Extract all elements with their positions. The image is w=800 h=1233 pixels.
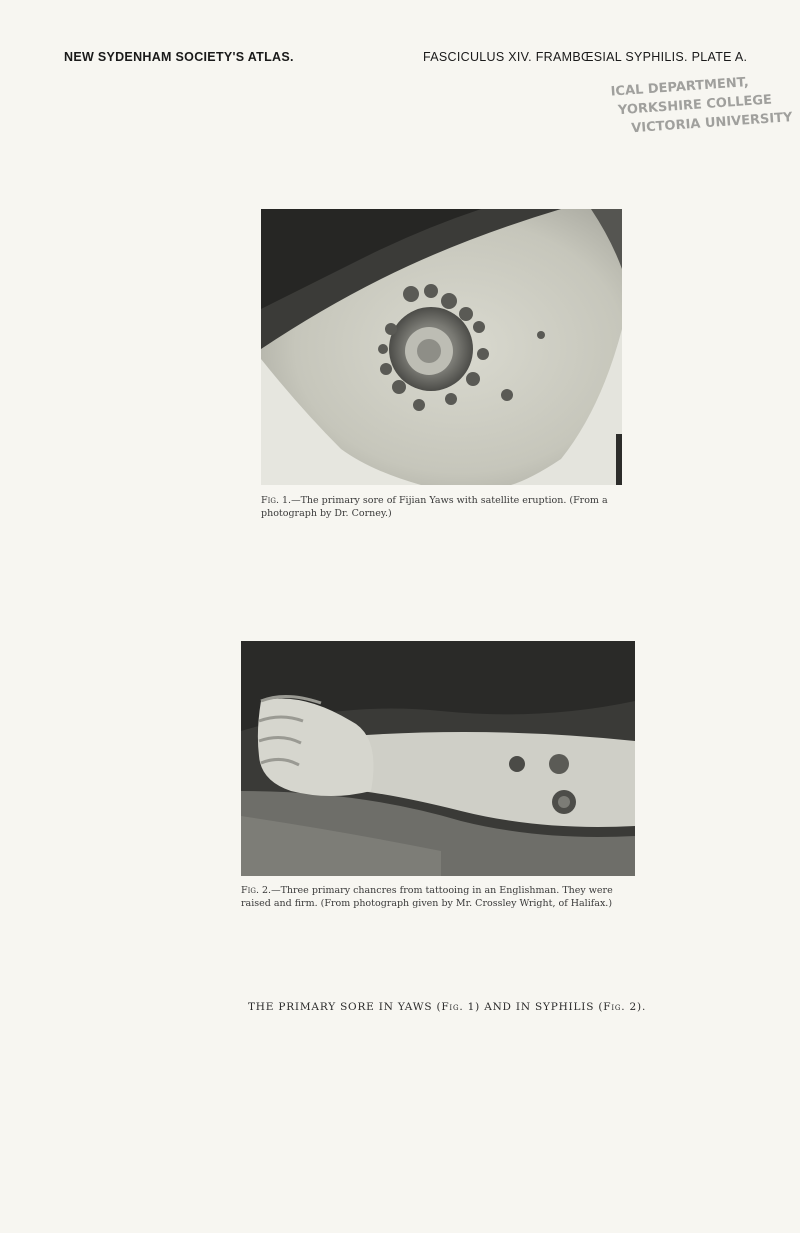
- plate-title-fig-2: Fig. 2: [603, 1001, 638, 1013]
- plate-title-fig-1: Fig. 1: [441, 1001, 476, 1013]
- figure-2-label: Fig. 2.: [241, 885, 272, 896]
- figure-1-caption: [261, 494, 623, 520]
- figure-1-label: Fig. 1.: [261, 495, 292, 506]
- atlas-header: NEW SYDENHAM SOCIETY'S ATLAS.: [64, 50, 294, 64]
- plate-title: [248, 1001, 648, 1013]
- figure-1-photograph: [261, 209, 622, 485]
- stamp-line-3: VICTORIA UNIVERSITY: [630, 110, 793, 137]
- plate-title-part-2: ) AND IN SYPHILIS (: [475, 1001, 604, 1013]
- figure-2-caption-text: —Three primary chancres from tattooing in an Englishman. They were raised and firm. (From photograph given by Mr. Crossley Wright, of Halifax.): [241, 885, 613, 909]
- figure-1-caption-text: —The primary sore of Fijian Yaws with satellite eruption. (From a photograph by Dr. Corney.): [261, 495, 608, 519]
- stamp-line-1: ICAL DEPARTMENT,: [610, 75, 750, 100]
- fasciculus-header: FASCICULUS XIV. FRAMBŒSIAL SYPHILIS. PLATE A.: [423, 50, 748, 64]
- figure-2-caption: [241, 884, 635, 910]
- plate-title-part-3: ).: [637, 1001, 647, 1013]
- figure-2-photograph: [241, 641, 635, 876]
- stamp-line-2: YORKSHIRE COLLEGE: [617, 92, 773, 119]
- plate-title-part-1: THE PRIMARY SORE IN YAWS (: [248, 1001, 442, 1013]
- library-stamp: [610, 69, 800, 144]
